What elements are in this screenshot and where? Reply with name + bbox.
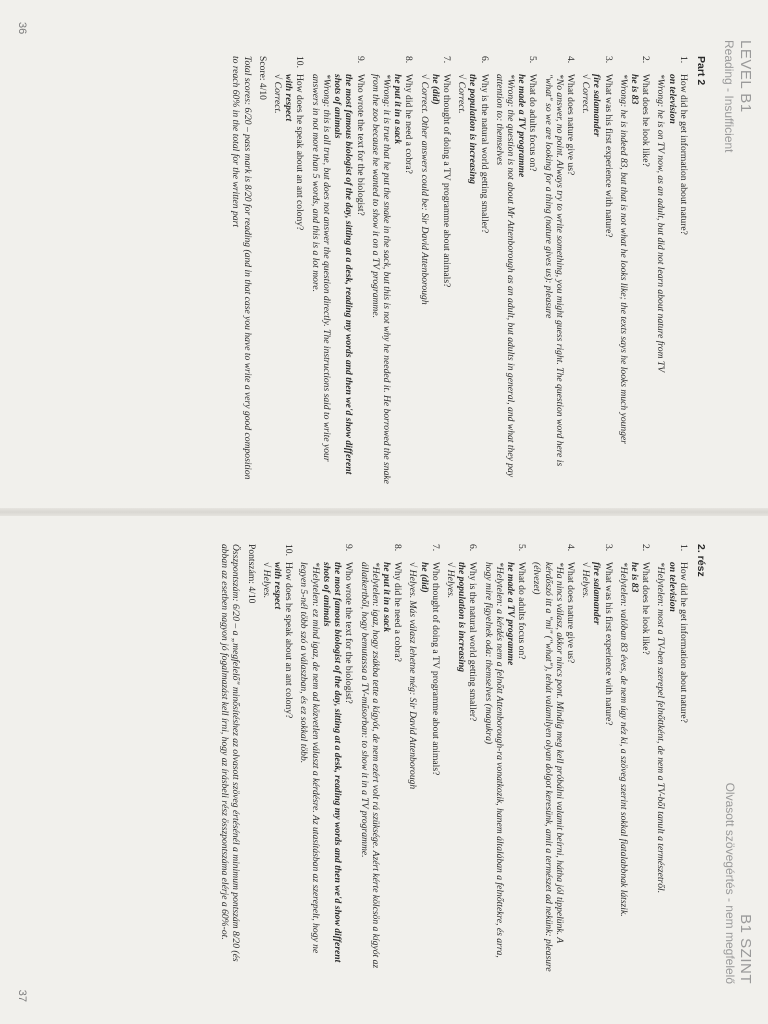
question-number: 2. [640, 56, 652, 64]
answer-feedback: √ Correct. [456, 74, 468, 114]
student-answer: with respect [272, 562, 284, 610]
question-number: 10. [283, 544, 295, 556]
student-answer: with respect [283, 74, 295, 122]
answer-feedback: *Helytelen: valóban 83 éves, de nem úgy néz ki, a szöveg szerint sokkal fiatalabbnak látszik. [617, 562, 629, 917]
question-text: What was his first experience with nature? [602, 562, 614, 726]
student-answer: he (did) [418, 562, 430, 593]
question-number: 2. [640, 544, 652, 552]
question-number: 7. [429, 544, 441, 552]
question-text: What do adults focus on? [527, 74, 539, 172]
question-number: 10. [294, 56, 306, 68]
student-answer: he is 83 [628, 74, 640, 105]
answer-feedback: *Wrong: it is true that he put the snake in the sack, but this is not why he needed it. He borrowed the snake from the zoo because he wanted to show it on a TV programme. [369, 74, 392, 484]
question-item [618, 544, 652, 974]
total-scores-note: Total scores: 6/20 – pass mark is 8/20 for reading (and in that case you have to write a very good composition to reach 60% in the total for the written part [230, 56, 253, 480]
question-number: 1. [677, 544, 689, 552]
left-page [0, 0, 768, 510]
question-item [482, 544, 527, 974]
question-number: 8. [392, 544, 404, 552]
score-line: Pontszám: 4/10 [245, 544, 257, 604]
score-line: Score: 4/10 [256, 56, 268, 100]
answer-feedback: *No answer, no point. Always try to write something, you might guess right. The question word here is "what" so we are looking for a thing (nature gives us): pleasure [542, 74, 565, 467]
student-answer: the population is increasing [456, 562, 468, 673]
answer-feedback: *Wrong: he is indeed 83, but that is not what he looks like; the texts says he looks much younger [617, 74, 629, 445]
answer-feedback: *Ha nincs válasz, akkor nincs pont. Mindig meg kell próbálni valamit beírni, hátha jól tippelünk. A kérdőszó itt a "mi" ("what"), tehát valamilyen olyan dolgot keresünk, amit a természet ad nekünk: pleasure (élvezet) [531, 562, 565, 972]
answer-feedback: √ Helyes. [260, 562, 272, 599]
question-number: 6. [478, 56, 490, 64]
right-header [723, 783, 754, 984]
page-number: 37 [16, 989, 28, 1002]
answer-feedback: √ Helyes. [444, 562, 456, 599]
question-item [580, 544, 614, 974]
question-text: What does he look like? [640, 74, 652, 167]
student-answer: the most famous biologist of the day, sitting at a desk, reading my words and then we'd show different shots of animals [332, 74, 355, 475]
question-text: Why is the natural world getting smaller? [467, 562, 479, 722]
answer-feedback: √ Helyes. Más válasz lehetne még: Sir David Attenborough [407, 562, 419, 790]
answer-feedback: √ Correct. [272, 74, 284, 114]
question-text: Who wrote the text for the biologist? [354, 74, 366, 216]
question-text: How did he get information about nature? [677, 74, 689, 235]
part-heading: 2. rész [695, 544, 707, 577]
page-number: 36 [16, 22, 28, 35]
question-item [310, 56, 366, 486]
question-item [445, 544, 479, 974]
question-item [418, 56, 452, 486]
question-number: 9. [354, 56, 366, 64]
student-answer: he made a TV programme [504, 562, 516, 666]
student-answer: he put it in a sack [392, 74, 404, 145]
question-number: 6. [467, 544, 479, 552]
student-answer: fire salamander [591, 562, 603, 625]
question-item [655, 544, 689, 974]
question-item [542, 56, 576, 486]
student-answer: he (did) [429, 74, 441, 105]
total-scores-note: Összpontszám: 6/20 – a „megfelelő" minősítéshez az olvasott szöveg értésénél a minimum pontszám 8/20 (és abban az esetben nagyon jó fogalmazást kell írni, hogy az írásbeli rész összpontszáma elérje a 60%-ot. [219, 544, 242, 962]
question-item [407, 544, 441, 974]
level-heading: LEVEL B1 [737, 40, 754, 113]
student-answer: he put it in a sack [380, 562, 392, 633]
question-number: 1. [677, 56, 689, 64]
answer-feedback: *Wrong: this is all true, but does not answer the question directly. The instructions said to write your answers in not more than 5 words, and this is a lot more. [309, 74, 332, 462]
answer-feedback: √ Correct. [580, 74, 592, 114]
question-text: What does he look like? [640, 562, 652, 655]
question-item [494, 56, 539, 486]
answer-feedback: *Helytelen: igaz, hogy zsákba tette a kígyót, de nem ezért volt rá szüksége. Azért kérte kölcsön a kígyót az állatkertből, hogy bemutassa a TV-műsorban: to show it in a TV programme. [358, 562, 381, 969]
right-page [0, 514, 768, 1024]
answer-feedback: *Helytelen: a kérdés nem a felnőtt Attenborough-ra vonatkozik, hanem általában a felnőttekre, és arra, hogy mire figyelnek oda: themselves (magukra) [482, 562, 505, 958]
question-text: How did he get information about nature? [677, 562, 689, 723]
answer-feedback: √ Correct. Other answers could be: Sir David Attenborough [418, 74, 430, 305]
answer-column [230, 56, 706, 486]
answer-feedback: *Helytelen: most a TV-ben szerepel felnőttként, de nem a TV-ből tanult a természetről. [655, 562, 667, 894]
answer-feedback: *Wrong: the question is not about Mr Attenborough as an adult, but adults in general, and what they pay attention to: themselves [493, 74, 516, 478]
question-text: What do adults focus on? [516, 562, 528, 660]
question-text: Why is the natural world getting smaller? [478, 74, 490, 234]
question-number: 9. [343, 544, 355, 552]
level-subtitle: Olvasott szövegértés - nem megfelelő [723, 782, 737, 984]
question-text: How does he speak about an ant colony? [283, 562, 295, 719]
question-number: 7. [440, 56, 452, 64]
student-answer: the population is increasing [467, 74, 479, 185]
question-text: Who wrote the text for the biologist? [343, 562, 355, 704]
question-number: 3. [602, 544, 614, 552]
question-item [531, 544, 576, 974]
question-item [618, 56, 652, 486]
student-answer: fire salamander [591, 74, 603, 137]
question-text: What does nature give us? [564, 74, 576, 176]
question-text: How does he speak about an ant colony? [294, 74, 306, 231]
answer-feedback: *Wrong: he is on TV now, as an adult, but did not learn about nature from TV [655, 74, 667, 373]
student-answer: he is 83 [628, 562, 640, 593]
question-item [358, 544, 403, 974]
question-text: What does nature give us? [564, 562, 576, 664]
level-heading: B1 SZINT [737, 914, 754, 984]
question-number: 5. [516, 544, 528, 552]
question-item [655, 56, 689, 486]
question-number: 8. [403, 56, 415, 64]
question-number: 4. [564, 56, 576, 64]
question-item [580, 56, 614, 486]
question-text: Who thought of doing a TV programme about animals? [440, 74, 452, 288]
question-item [370, 56, 415, 486]
answer-column [219, 544, 706, 974]
question-item [456, 56, 490, 486]
question-text: What was his first experience with nature? [602, 74, 614, 238]
student-answer: he made a TV programme [516, 74, 528, 178]
answer-feedback: √ Helyes. [580, 562, 592, 599]
level-subtitle: Reading - Insufficient [722, 40, 736, 153]
student-answer: on television [666, 562, 678, 612]
student-answer: on television [666, 74, 678, 124]
question-list [272, 56, 689, 486]
part-heading: Part 2 [695, 56, 707, 86]
question-item [298, 544, 354, 974]
question-text: Why did he need a cobra? [392, 562, 404, 662]
question-text: Why did he need a cobra? [403, 74, 415, 174]
question-item [272, 56, 306, 486]
question-number: 4. [564, 544, 576, 552]
question-item [261, 544, 295, 974]
student-answer: the most famous biologist of the day, sitting at a desk, reading my words and then we'd show different shots of animals [320, 562, 344, 963]
question-text: Who thought of doing a TV programme about animals? [429, 562, 441, 776]
question-number: 5. [527, 56, 539, 64]
answer-feedback: *Helytelen: ez mind igaz, de nem ad közvetlen választ a kérdésre. Az utasításban az szerepelt, hogy ne legyen 5-nél több szó a válaszban, és ez sokkal több. [298, 562, 321, 954]
question-number: 3. [602, 56, 614, 64]
question-list [261, 544, 689, 974]
